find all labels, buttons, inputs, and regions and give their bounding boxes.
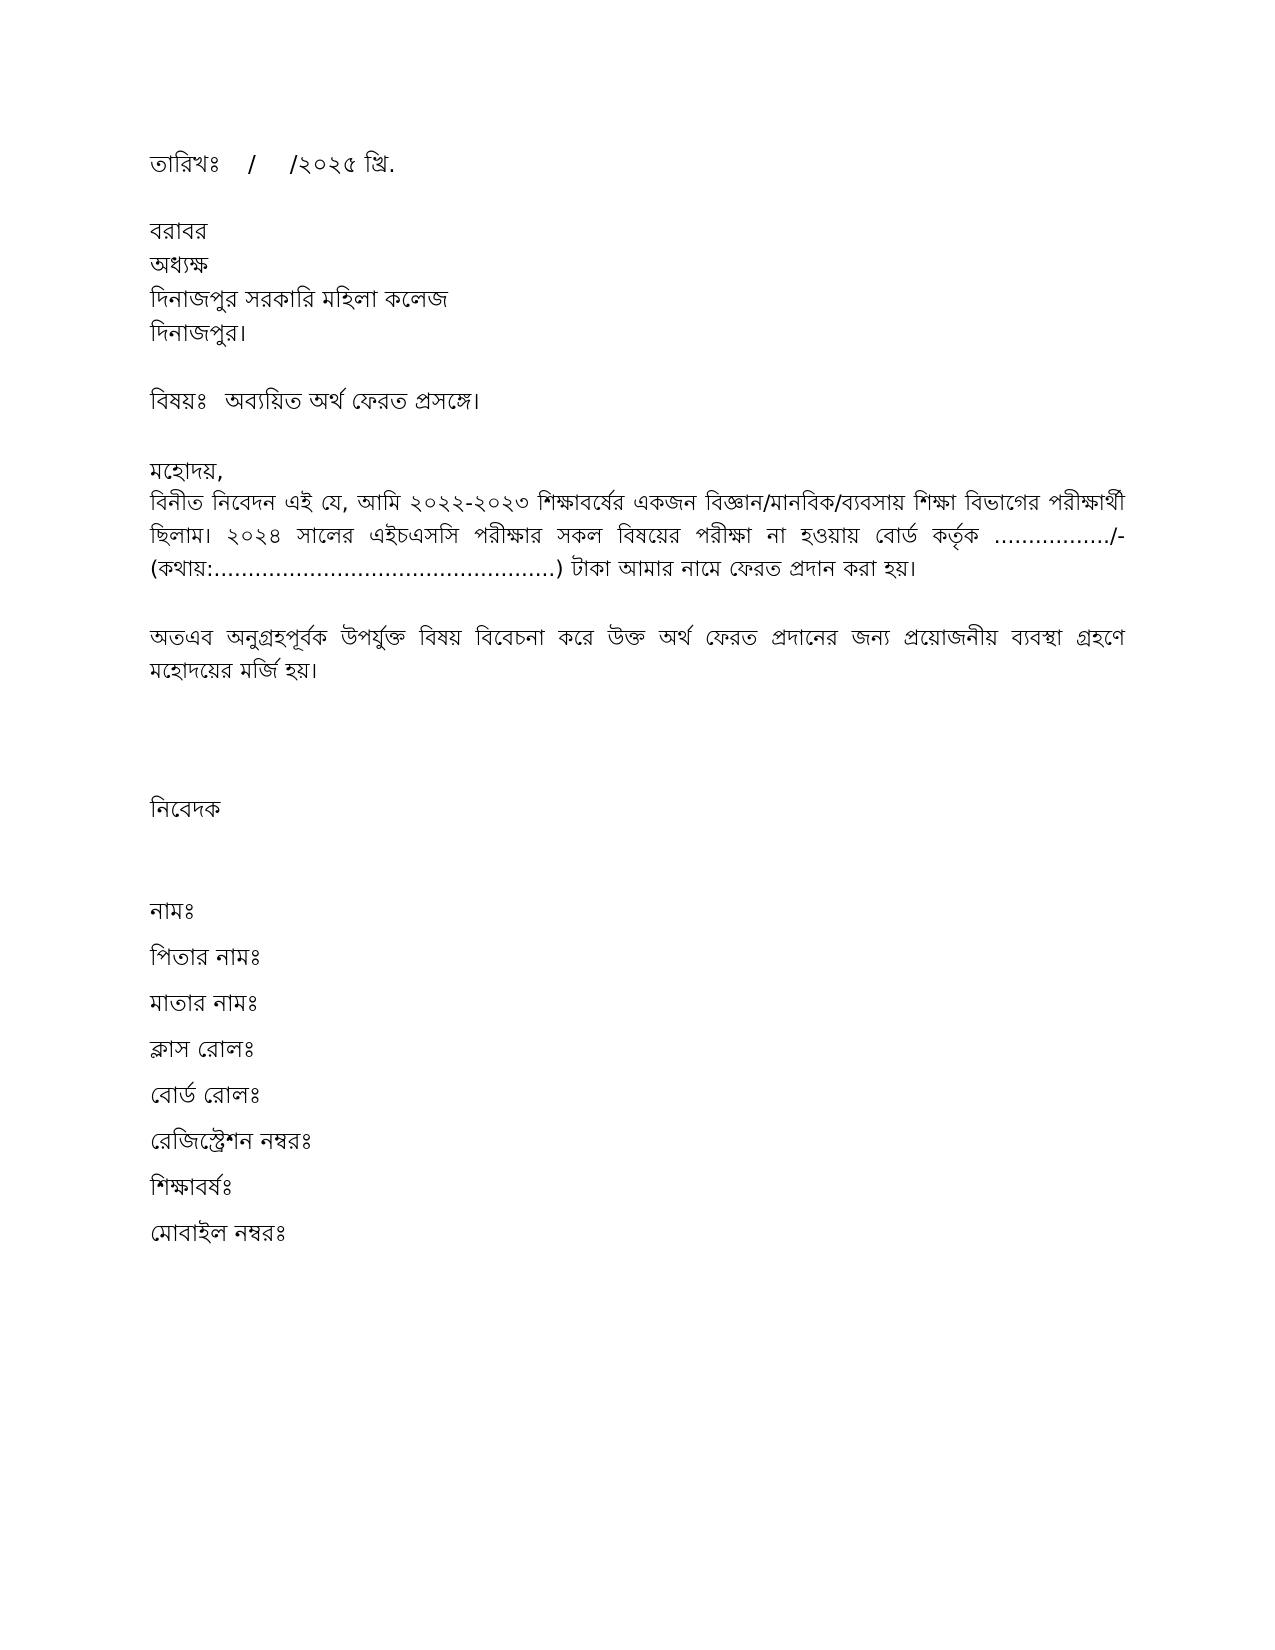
date-day-separator: / <box>248 152 256 178</box>
date-year: /২০২৫ খ্রি. <box>289 152 396 178</box>
subject-line <box>150 385 480 419</box>
salutation: মহোদয়, <box>150 459 224 485</box>
field-session: শিক্ষাবর্ষঃ <box>150 1175 234 1201</box>
field-father-name: পিতার নামঃ <box>150 945 262 971</box>
field-mother-name: মাতার নামঃ <box>150 991 259 1017</box>
field-class-roll: ক্লাস রোলঃ <box>150 1037 256 1063</box>
body-paragraph: বিনীত নিবেদন এই যে, আমি ২০২২-২০২৩ শিক্ষাবর্ষের একজন বিজ্ঞান/মানবিক/ব্যবসায় শিক্ষা বিভাগের পরীক্ষার্থী ছিলাম। ২০২৪ সালের এইচএসসি পরীক্ষার সকল বিষয়ের পরীক্ষা না হওয়ায় বোর্ড কর্তৃক ................./- (কথায়:..................................................) টাকা আমার নামে ফেরত প্রদান করা হয়। <box>150 491 1125 582</box>
subject-label: বিষয়ঃ <box>150 389 208 415</box>
date-label: তারিখঃ <box>150 152 221 178</box>
recipient-address <box>150 215 448 351</box>
field-name: নামঃ <box>150 899 196 925</box>
subject-text: অব্যয়িত অর্থ ফেরত প্রসঙ্গে। <box>225 389 480 415</box>
applicant-info-fields <box>150 895 313 1263</box>
field-registration-number: রেজিস্ট্রেশন নম্বরঃ <box>150 1129 313 1155</box>
body-paragraph: অতএব অনুগ্রহপূর্বক উপর্যুক্ত বিষয় বিবেচনা করে উক্ত অর্থ ফেরত প্রদানের জন্য প্রয়োজনীয় ব্যবস্থা গ্রহণে মহোদয়ের মর্জি হয়। <box>150 626 1125 684</box>
date-line <box>150 148 396 182</box>
recipient-designation: অধ্যক্ষ <box>150 253 209 279</box>
field-mobile-number: মোবাইল নম্বরঃ <box>150 1221 287 1247</box>
application-letter <box>150 0 1125 1650</box>
recipient-line: বরাবর <box>150 219 208 245</box>
signoff: নিবেদক <box>150 797 221 823</box>
field-board-roll: বোর্ড রোলঃ <box>150 1083 262 1109</box>
recipient-city: দিনাজপুর। <box>150 321 247 347</box>
recipient-institution: দিনাজপুর সরকারি মহিলা কলেজ <box>150 287 448 313</box>
